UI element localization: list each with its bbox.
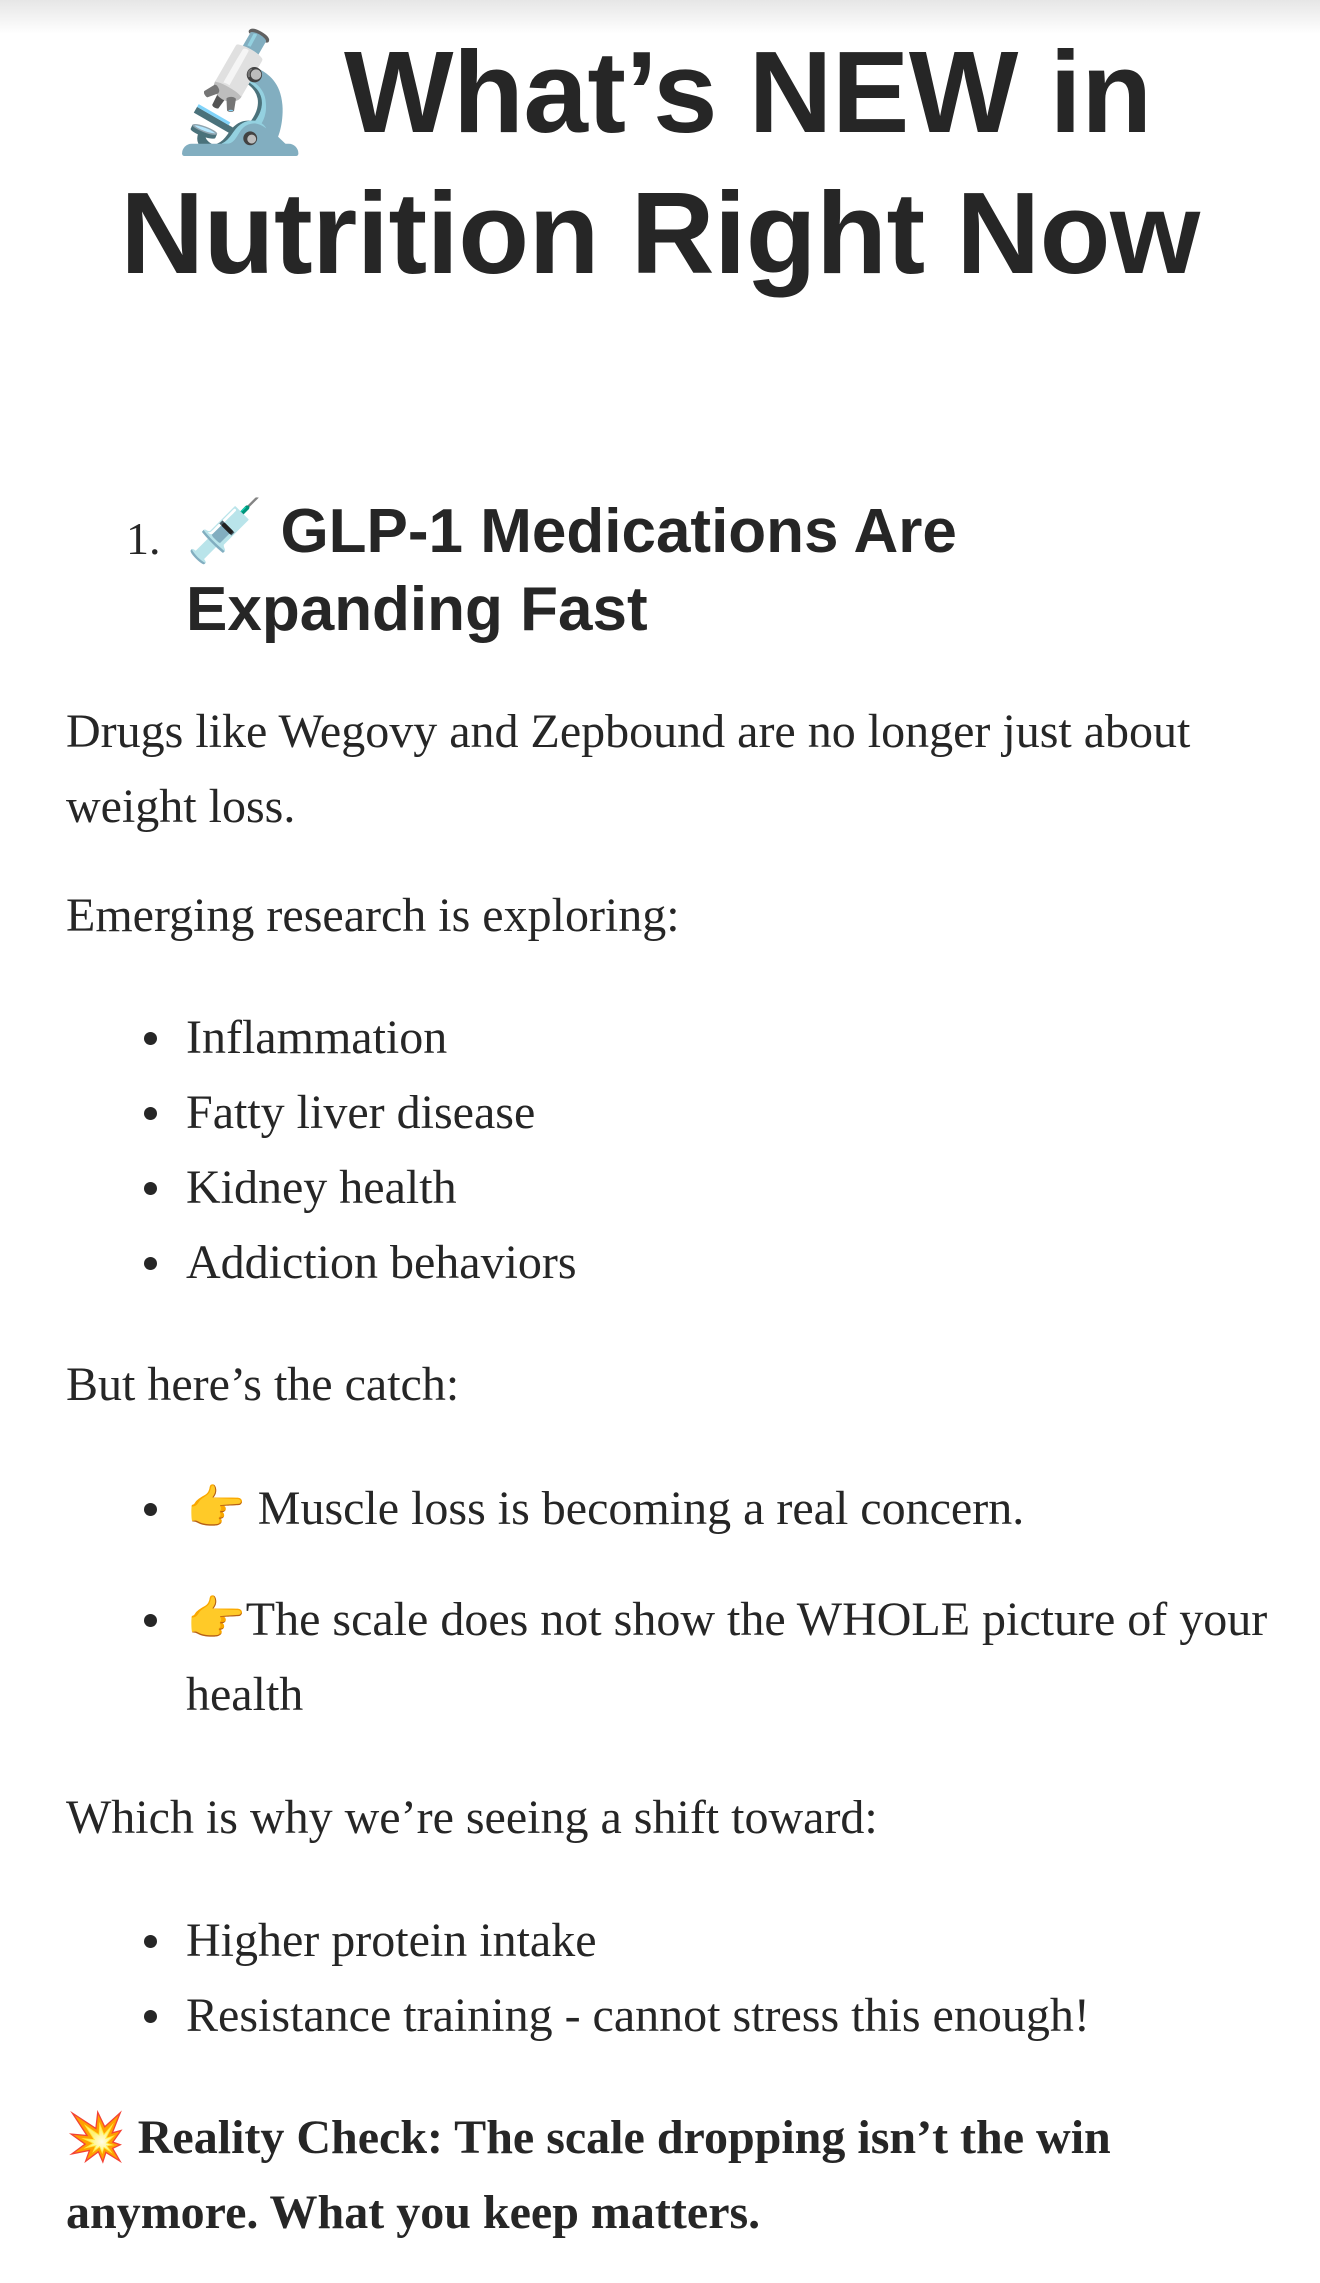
research-list: [186, 1000, 1286, 1300]
reality-check-text: Reality Check: The scale dropping isn’t the win anymore. What you keep matters.: [66, 2111, 1111, 2239]
shift-list: [186, 1903, 1286, 2053]
section-heading: [126, 492, 1226, 649]
section-number: 1.: [126, 513, 161, 564]
list-item: [186, 1582, 1286, 1732]
microscope-icon: 🔬: [168, 25, 313, 160]
collision-icon: 💥: [66, 2109, 126, 2165]
list-item: Inflammation: [186, 1000, 1286, 1075]
catch-paragraph: But here’s the catch:: [66, 1358, 460, 1411]
syringe-icon: 💉: [186, 494, 264, 567]
list-item-text: The scale does not show the WHOLE picture of your health: [186, 1593, 1268, 1721]
title-text-1: What’s NEW in: [344, 27, 1152, 157]
pointing-hand-icon: 👉: [186, 1480, 246, 1536]
title-line-2: Nutrition Right Now: [120, 168, 1200, 298]
list-item: Addiction behaviors: [186, 1225, 1286, 1300]
list-item: Kidney health: [186, 1150, 1286, 1225]
section-heading-text: [186, 492, 1226, 649]
catch-list: [186, 1471, 1286, 1768]
list-item: [186, 1471, 1286, 1546]
title-line-1: [0, 22, 1320, 163]
reality-check: [66, 2100, 1276, 2250]
shift-paragraph: Which is why we’re seeing a shift toward:: [66, 1791, 878, 1844]
list-item-text: Muscle loss is becoming a real concern.: [257, 1482, 1025, 1535]
page-title: [0, 22, 1320, 303]
research-intro: Emerging research is exploring:: [66, 889, 680, 942]
pointing-hand-icon: 👉: [186, 1591, 246, 1647]
list-item: Higher protein intake: [186, 1903, 1286, 1978]
list-item: Resistance training - cannot stress this enough!: [186, 1978, 1286, 2053]
section-heading-label: GLP-1 Medications Are Expanding Fast: [186, 497, 957, 644]
list-item: Fatty liver disease: [186, 1075, 1286, 1150]
intro-paragraph: Drugs like Wegovy and Zepbound are no longer just about weight loss.: [66, 705, 1191, 833]
